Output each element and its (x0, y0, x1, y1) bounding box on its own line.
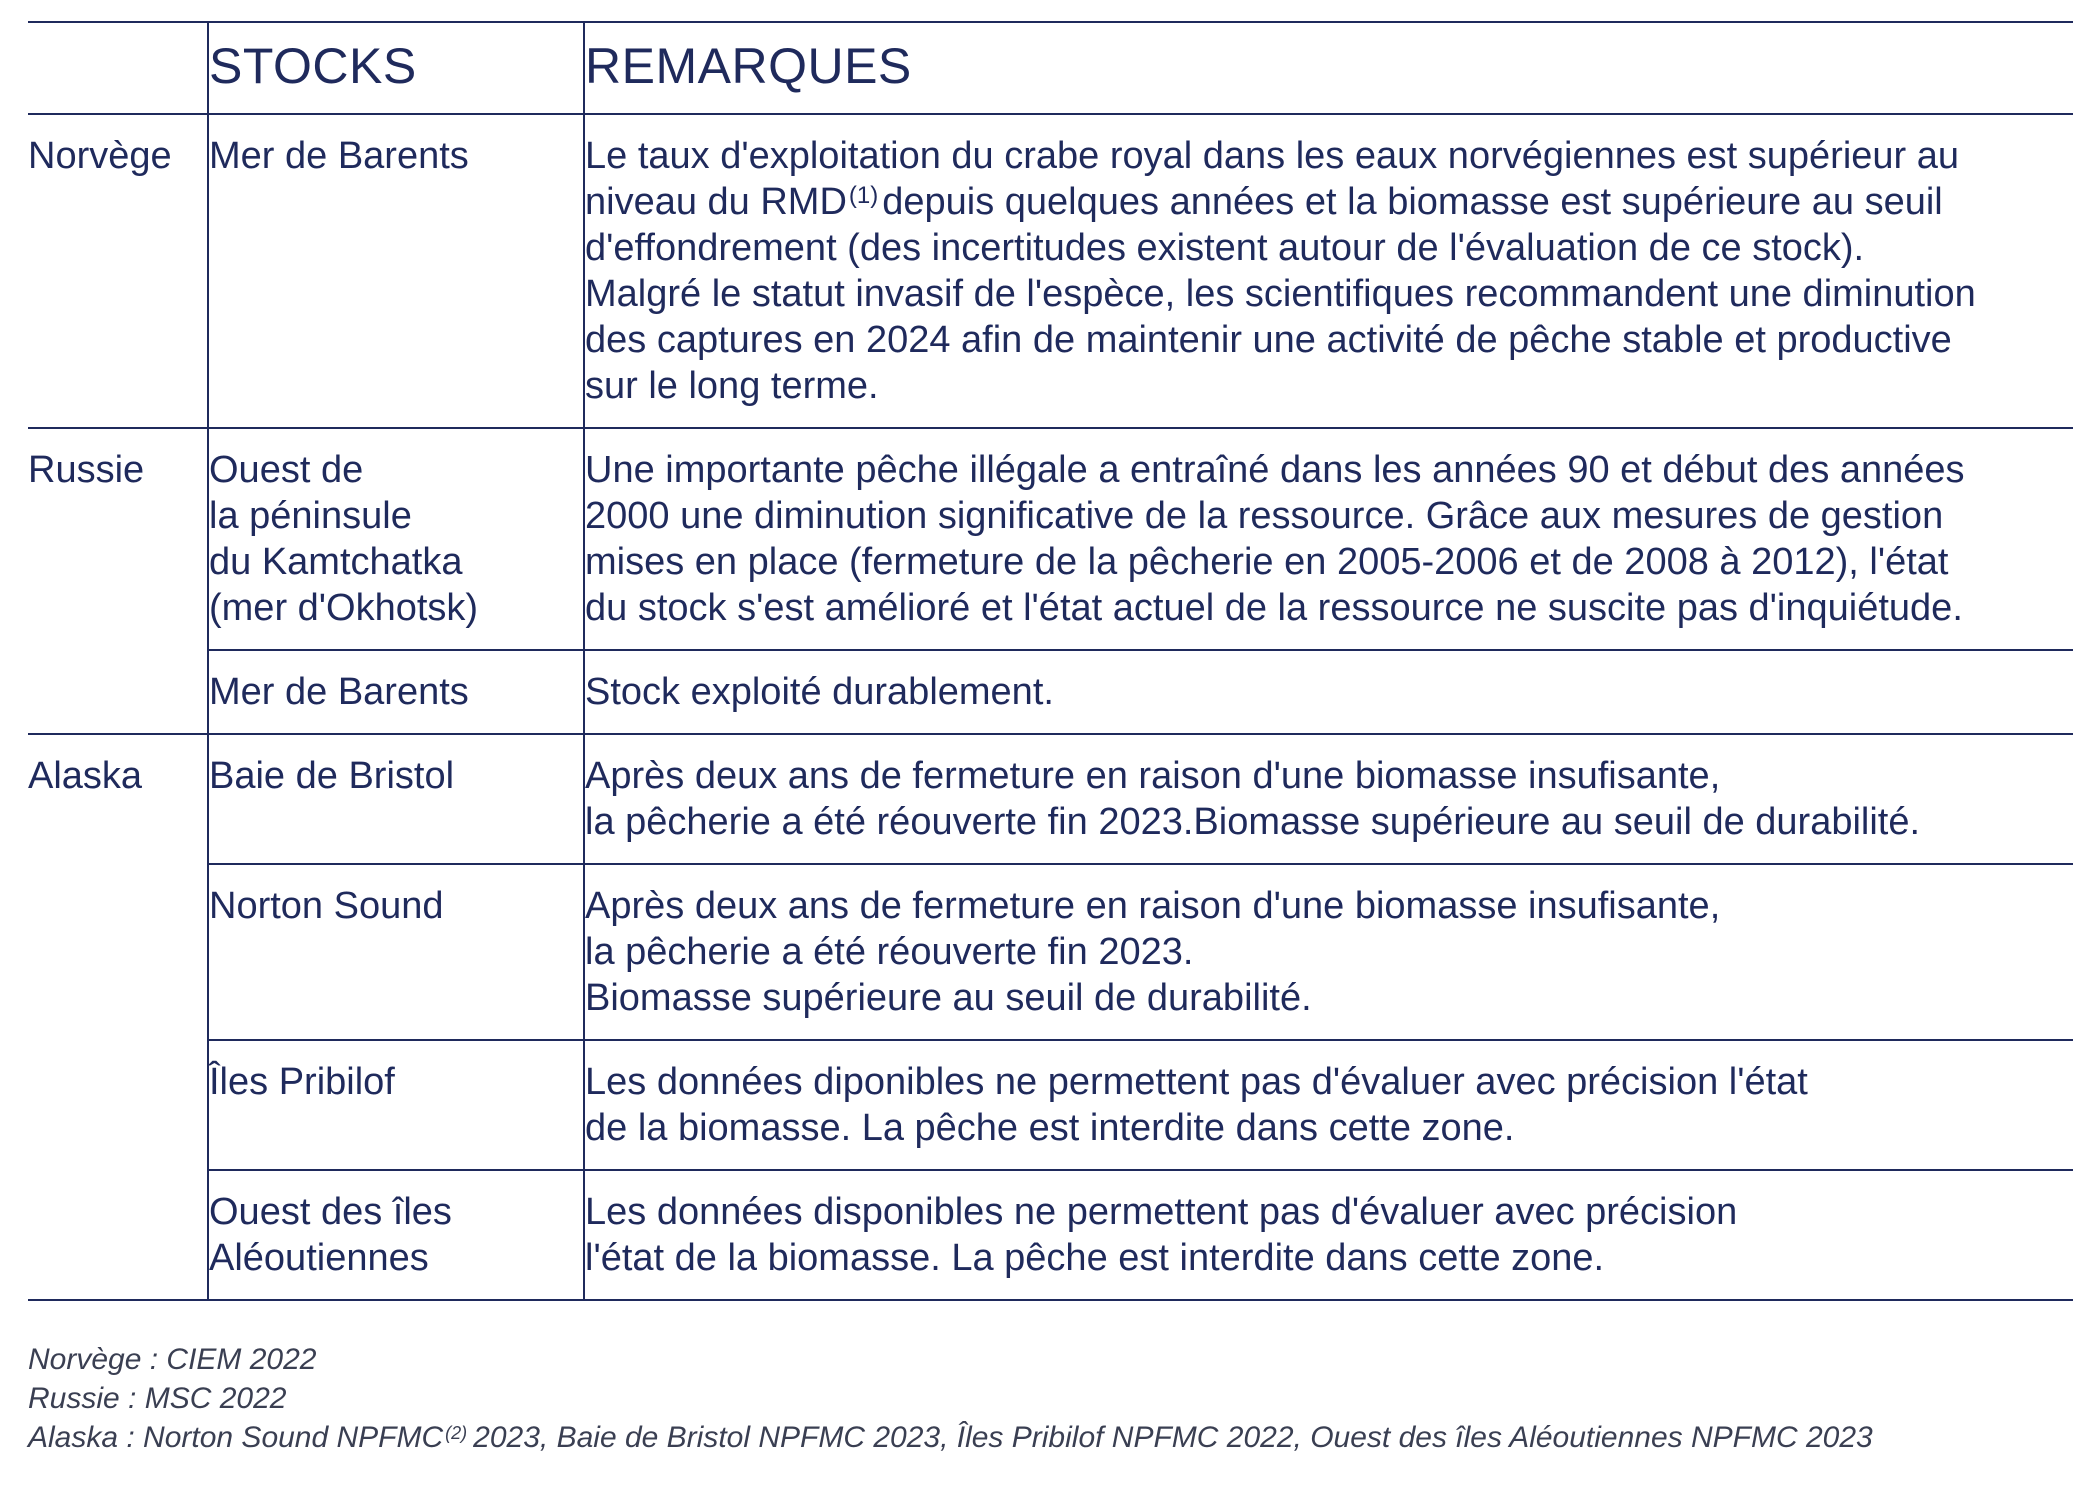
remark-line: la pêcherie a été réouverte fin 2023.Biomasse supérieure au seuil de durabilité. (585, 801, 1921, 843)
remark-line: Une importante pêche illégale a entraîné dans les années 90 et début des années (585, 449, 1965, 491)
stock-cell (208, 1170, 584, 1300)
table-row (28, 864, 2073, 1040)
remark-cell (584, 650, 2073, 734)
source-line (28, 1418, 1873, 1457)
stock-line: Îles Pribilof (209, 1061, 395, 1103)
remark-line: Après deux ans de fermeture en raison d'une biomasse insufisante, (585, 755, 1721, 797)
header-remarks: REMARQUES (584, 22, 2073, 114)
remark-cell (584, 864, 2073, 1040)
source-line: Russie : MSC 2022 (28, 1382, 287, 1415)
country-cell: Norvège (28, 114, 208, 428)
remark-line: de la biomasse. La pêche est interdite dans cette zone. (585, 1107, 1515, 1149)
stock-cell (208, 734, 584, 864)
footnote-marker: (1) (848, 182, 879, 209)
remark-line: du stock s'est amélioré et l'état actuel de la ressource ne suscite pas d'inquiétude. (585, 587, 1963, 629)
country-cell: Alaska (28, 734, 208, 864)
stock-cell (208, 1040, 584, 1170)
remark-line: Le taux d'exploitation du crabe royal dans les eaux norvégiennes est supérieur au (585, 135, 1960, 177)
remark-cell (584, 734, 2073, 864)
remark-line: 2000 une diminution significative de la ressource. Grâce aux mesures de gestion (585, 495, 1944, 537)
remark-cell (584, 428, 2073, 650)
remark-text: depuis quelques années et la biomasse est supérieure au seuil (882, 181, 1943, 223)
header-country (28, 22, 208, 114)
country-cell (28, 1170, 208, 1300)
stock-line: Mer de Barents (209, 135, 469, 177)
table-row (28, 650, 2073, 734)
stock-line: Mer de Barents (209, 671, 469, 713)
remark-line: mises en place (fermeture de la pêcherie en 2005-2006 et de 2008 à 2012), l'état (585, 541, 1949, 583)
remark-line: la pêcherie a été réouverte fin 2023. (585, 931, 1194, 973)
remark-cell (584, 1040, 2073, 1170)
table-row (28, 1040, 2073, 1170)
remark-line: l'état de la biomasse. La pêche est interdite dans cette zone. (585, 1237, 1605, 1279)
header-stocks: STOCKS (208, 22, 584, 114)
remark-line: sur le long terme. (585, 365, 879, 407)
country-cell: Russie (28, 428, 208, 650)
remark-text: niveau du RMD (585, 181, 847, 223)
remark-cell (584, 114, 2073, 428)
source-line: Norvège : CIEM 2022 (28, 1343, 317, 1376)
table-row (28, 734, 2073, 864)
country-cell (28, 650, 208, 734)
table-row (28, 428, 2073, 650)
stock-line: du Kamtchatka (209, 541, 463, 583)
country-cell (28, 1040, 208, 1170)
sources-note (28, 1340, 1873, 1457)
stocks-table (28, 21, 2073, 1301)
remark-line: Stock exploité durablement. (585, 671, 1054, 713)
stock-cell (208, 864, 584, 1040)
stock-cell (208, 428, 584, 650)
country-cell (28, 864, 208, 1040)
stock-line: Ouest des îles (209, 1191, 452, 1233)
stock-cell (208, 650, 584, 734)
stock-line: Baie de Bristol (209, 755, 455, 797)
table-row (28, 1170, 2073, 1300)
stock-line: la péninsule (209, 495, 412, 537)
remark-line: Après deux ans de fermeture en raison d'une biomasse insufisante, (585, 885, 1721, 927)
remark-cell (584, 1170, 2073, 1300)
remark-line: Les données diponibles ne permettent pas d'évaluer avec précision l'état (585, 1061, 1808, 1103)
stock-line: Norton Sound (209, 885, 444, 927)
footnote-marker: (2) (445, 1423, 468, 1443)
stock-line: Ouest de (209, 449, 364, 491)
table-header-row (28, 22, 2073, 114)
stocks-table-container (28, 21, 2073, 1301)
remark-line: Les données disponibles ne permettent pas d'évaluer avec précision (585, 1191, 1738, 1233)
remark-line: des captures en 2024 afin de maintenir une activité de pêche stable et productive (585, 319, 1952, 361)
stock-line: Aléoutiennes (209, 1237, 429, 1279)
remark-line: Biomasse supérieure au seuil de durabilité. (585, 977, 1312, 1019)
table-row (28, 114, 2073, 428)
stock-cell (208, 114, 584, 428)
remark-line: Malgré le statut invasif de l'espèce, les scientifiques recommandent une diminution (585, 273, 1976, 315)
stock-line: (mer d'Okhotsk) (209, 587, 479, 629)
remark-line-with-note (585, 179, 2073, 225)
remark-line: d'effondrement (des incertitudes existent autour de l'évaluation de ce stock). (585, 227, 1865, 269)
source-text: 2023, Baie de Bristol NPFMC 2023, Îles Pribilof NPFMC 2022, Ouest des îles Aléoutiennes NPFMC 2023 (473, 1421, 1873, 1454)
source-text: Alaska : Norton Sound NPFMC (28, 1421, 444, 1454)
